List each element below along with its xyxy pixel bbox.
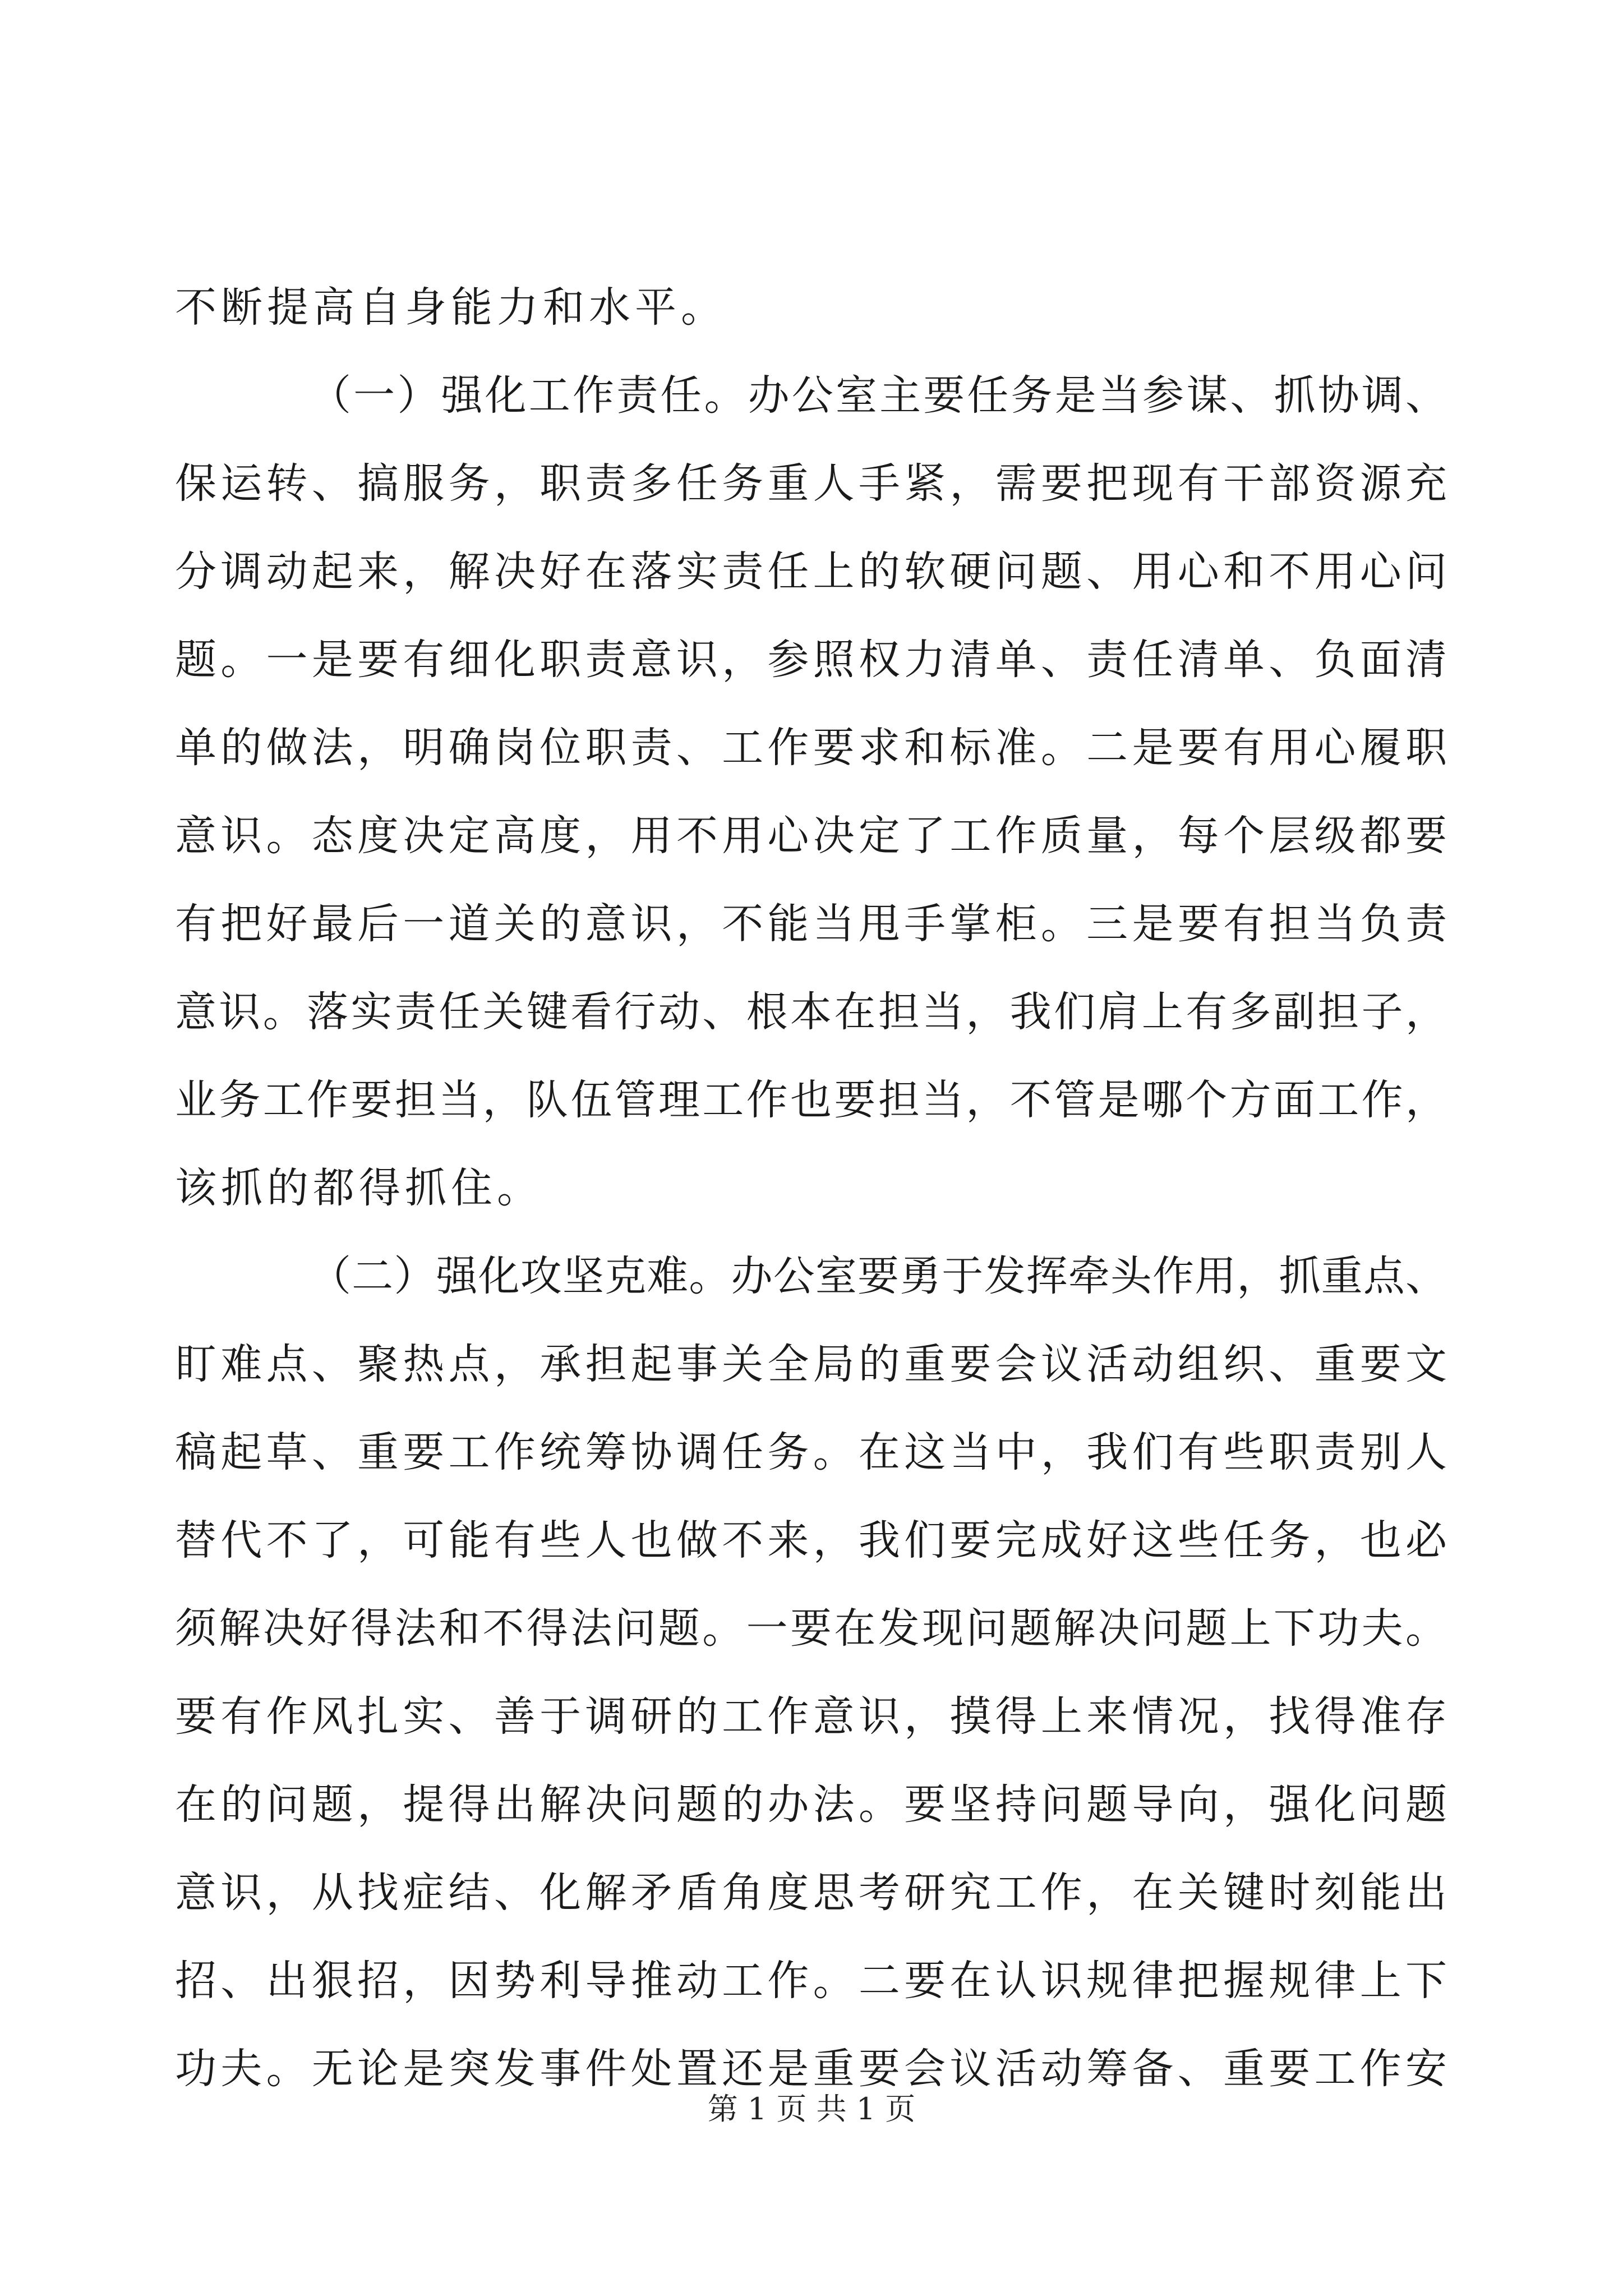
text-line: 单的做法，明确岗位职责、工作要求和标准。二是要有用心履职: [175, 724, 1447, 772]
text-line: 意识，从找症结、化解矛盾角度思考研究工作，在关键时刻能出: [175, 1869, 1447, 1917]
text-line: 有把好最后一道关的意识，不能当甩手掌柜。三是要有担当负责: [175, 900, 1447, 948]
text-line: 稿起草、重要工作统筹协调任务。在这当中，我们有些职责别人: [175, 1428, 1447, 1476]
text-line: 盯难点、聚热点，承担起事关全局的重要会议活动组织、重要文: [175, 1340, 1447, 1388]
paragraph-heading-line: （一）强化工作责任。办公室主要任务是当参谋、抓协调、: [310, 371, 1447, 420]
text-line: 功夫。无论是突发事件处置还是重要会议活动筹备、重要工作安: [175, 2045, 1447, 2093]
text-line: 要有作风扎实、善于调研的工作意识，摸得上来情况，找得准存: [175, 1692, 1447, 1741]
text-line: 保运转、搞服务，职责多任务重人手紧，需要把现有干部资源充: [175, 459, 1447, 508]
text-line: 分调动起来，解决好在落实责任上的软硬问题、用心和不用心问: [175, 547, 1447, 596]
text-line: 意识。落实责任关键看行动、根本在担当，我们肩上有多副担子，: [175, 988, 1447, 1036]
text-line: 该抓的都得抓住。: [175, 1164, 543, 1212]
text-line: 意识。态度决定高度，用不用心决定了工作质量，每个层级都要: [175, 812, 1447, 860]
text-line: 在的问题，提得出解决问题的办法。要坚持问题导向，强化问题: [175, 1780, 1447, 1829]
document-body: [175, 264, 1447, 2113]
text-line: 不断提高自身能力和水平。: [175, 283, 727, 332]
text-line: 招、出狠招，因势利导推动工作。二要在认识规律把握规律上下: [175, 1957, 1447, 2005]
paragraph-heading-line: （二）强化攻坚克难。办公室要勇于发挥牵头作用，抓重点、: [310, 1252, 1447, 1300]
text-line: 须解决好得法和不得法问题。一要在发现问题解决问题上下功夫。: [175, 1604, 1447, 1653]
text-line: 替代不了，可能有些人也做不来，我们要完成好这些任务，也必: [175, 1516, 1447, 1565]
text-line: 业务工作要担当，队伍管理工作也要担当，不管是哪个方面工作，: [175, 1076, 1447, 1124]
text-line: 题。一是要有细化职责意识，参照权力清单、责任清单、负面清: [175, 636, 1447, 684]
page-number-footer: 第 1 页 共 1 页: [707, 2091, 916, 2127]
